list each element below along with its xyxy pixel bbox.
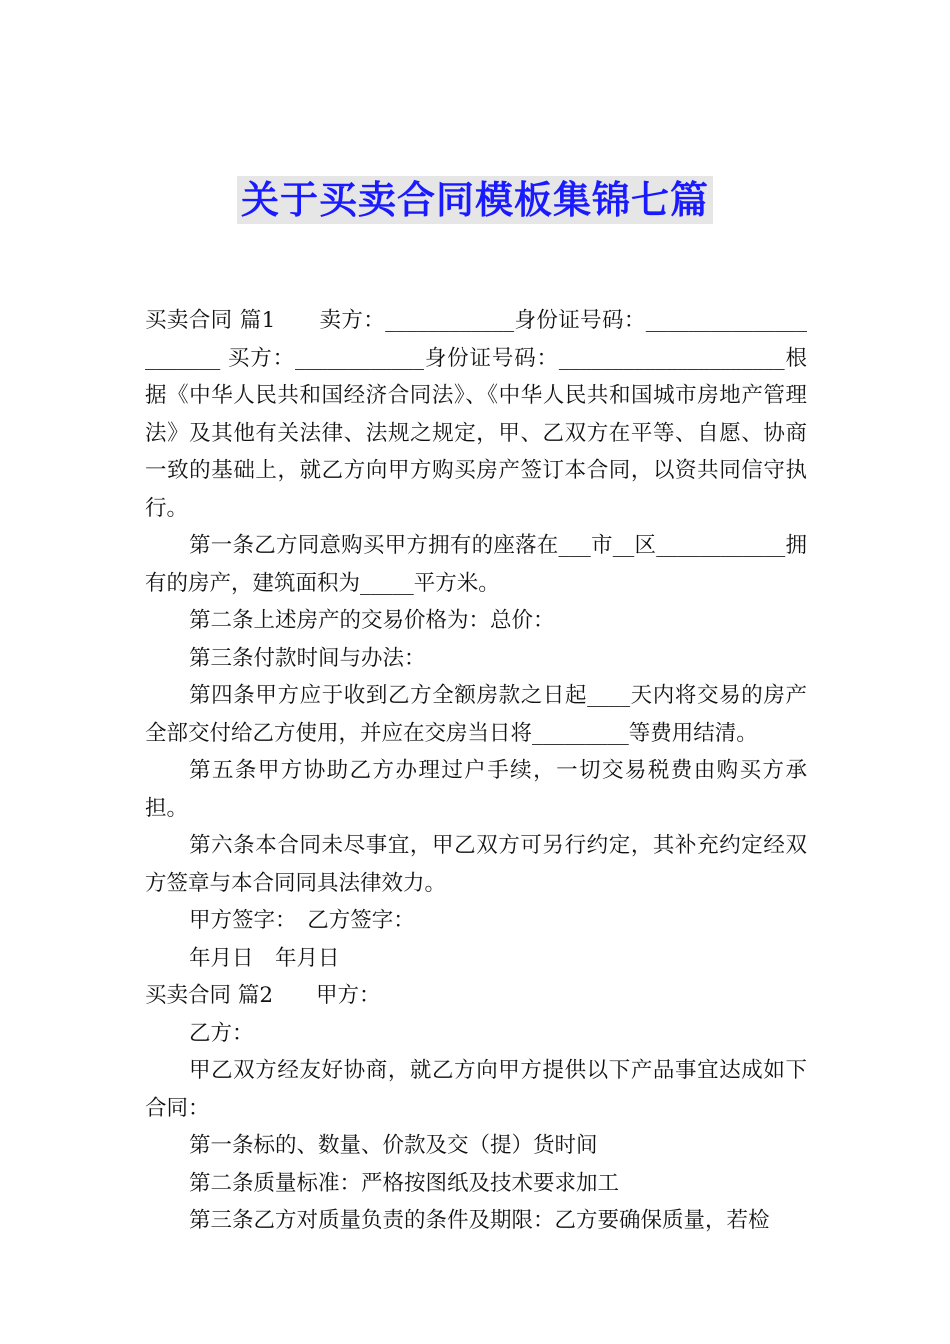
paragraph-article-4: 第四条甲方应于收到乙方全额房款之日起____天内将交易的房产全部交付给乙方使用，并应在交房当日将_________等费用结清。 <box>145 683 807 746</box>
paragraph-c2-article-3: 第三条乙方对质量负责的条件及期限：乙方要确保质量，若检 <box>189 1208 770 1233</box>
paragraph-c2-article-2: 第二条质量标准：严格按图纸及技术要求加工 <box>189 1170 620 1196</box>
paragraph-article-1: 第一条乙方同意购买甲方拥有的座落在___市__区____________拥有的房产，建筑面积为_____平方米。 <box>145 533 807 596</box>
paragraph-c2-article-1: 第一条标的、数量、价款及交（提）货时间 <box>189 1133 598 1158</box>
paragraph-agreement: 甲乙双方经友好协商，就乙方向甲方提供以下产品事宜达成如下合同： <box>145 1058 807 1121</box>
document-title: 关于买卖合同模板集锦七篇 <box>237 176 713 224</box>
signature-line: 甲方签字： 乙方签字： <box>189 908 415 933</box>
paragraph-article-5: 第五条甲方协助乙方办理过户手续，一切交易税费由购买方承担。 <box>145 758 807 821</box>
title-area <box>0 176 950 224</box>
party-b-line: 乙方： <box>189 1020 254 1046</box>
date-line: 年月日 年月日 <box>189 945 340 971</box>
paragraph-article-3: 第三条付款时间与办法： <box>189 645 426 671</box>
paragraph-contract-2-intro: 买卖合同 篇2 甲方： <box>145 983 381 1008</box>
document-body <box>145 302 807 1240</box>
paragraph-article-6: 第六条本合同未尽事宜，甲乙双方可另行约定，其补充约定经双方签章与本合同同具法律效力。 <box>145 833 807 896</box>
paragraph-contract-1-intro: 买卖合同 篇1 卖方：____________身份证号码：______________________ 买方：____________身份证号码：_____________________根据《中华人民共和国经济合同法》、《中华人民共和国城市房地产管理法》及其他有关法律、法规之规定，甲、乙双方在平等、自愿、协商一致的基础上，就乙方向甲方购买房产签订本合同，以资共同信守执行。 <box>145 308 807 521</box>
paragraph-article-2: 第二条上述房产的交易价格为：总价： <box>189 608 555 633</box>
